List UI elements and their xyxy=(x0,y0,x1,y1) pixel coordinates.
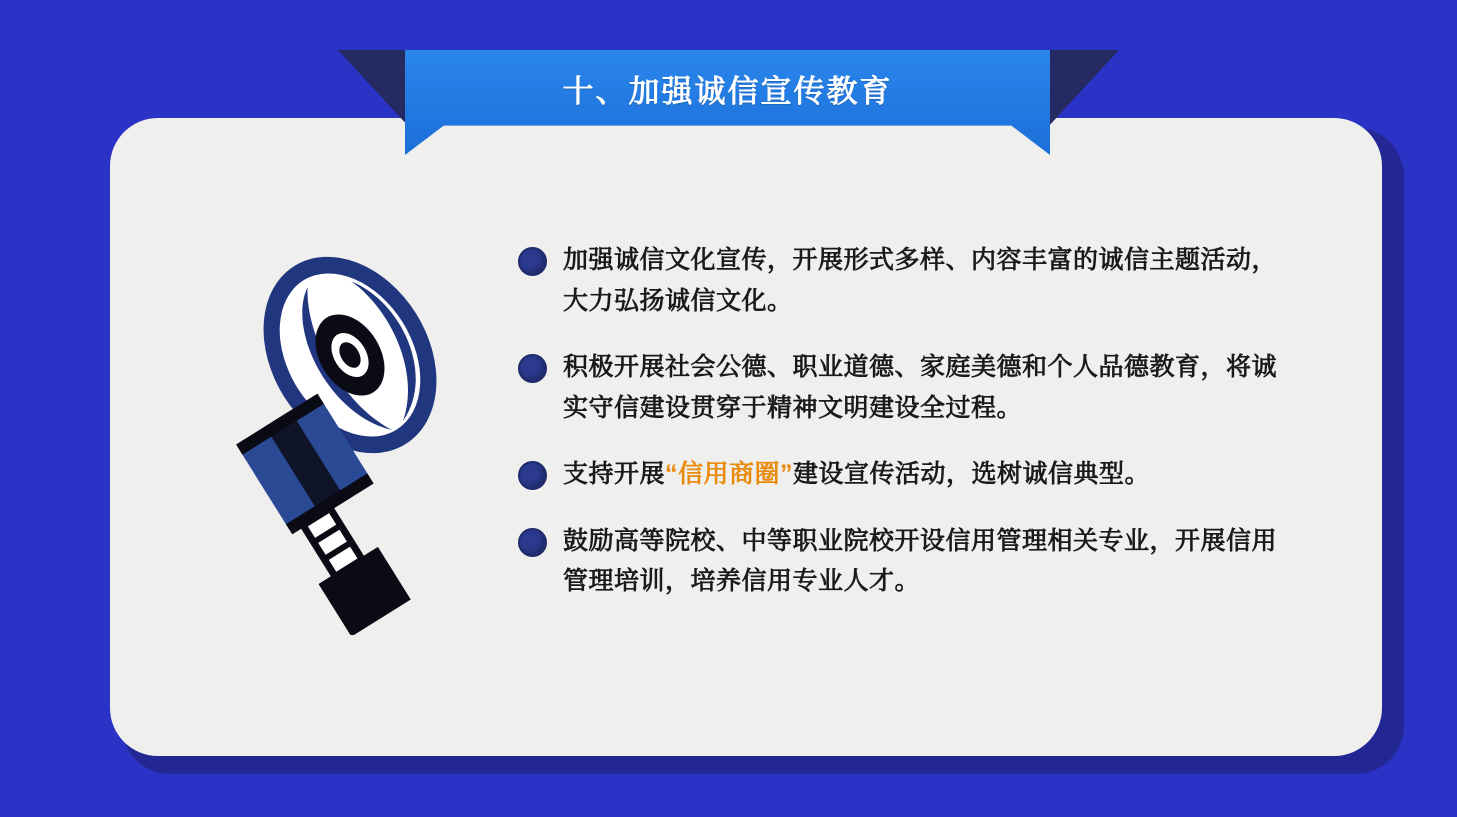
bullet-dot-icon xyxy=(518,354,547,383)
bullet-text-part: 鼓励高等院校、中等职业院校开设信用管理相关专业，开展信用管理培训，培养信用专业人才。 xyxy=(563,526,1278,595)
bullet-dot-icon xyxy=(518,461,547,490)
bullet-dot-icon xyxy=(518,528,547,557)
page-title: 十、加强诚信宣传教育 xyxy=(562,73,893,109)
bullet-text-part: 积极开展社会公德、职业道德、家庭美德和个人品德教育，将诚实守信建设贯穿于精神文明建设全过程。 xyxy=(563,353,1278,422)
title-ribbon-inner xyxy=(405,50,1050,126)
bullet-text-part: 加强诚信文化宣传，开展形式多样、内容丰富的诚信主题活动，大力弘扬诚信文化。 xyxy=(563,246,1278,315)
bullet-text-highlight: “信用商圈” xyxy=(665,460,794,488)
bullet-dot-icon xyxy=(518,247,547,276)
ribbon-tail-right xyxy=(1047,50,1119,128)
bullet-text xyxy=(563,521,1278,602)
bullet-text xyxy=(563,347,1278,428)
ribbon-tail-left xyxy=(338,50,410,128)
list-item xyxy=(518,240,1278,321)
bullet-text xyxy=(563,454,1150,495)
megaphone-icon xyxy=(150,245,490,635)
list-item xyxy=(518,454,1278,495)
bullet-text xyxy=(563,240,1278,321)
list-item xyxy=(518,347,1278,428)
list-item xyxy=(518,521,1278,602)
bullet-text-part: 支持开展 xyxy=(563,460,666,488)
bullet-text-part: 建设宣传活动，选树诚信典型。 xyxy=(793,460,1151,488)
bullet-list xyxy=(518,240,1278,628)
